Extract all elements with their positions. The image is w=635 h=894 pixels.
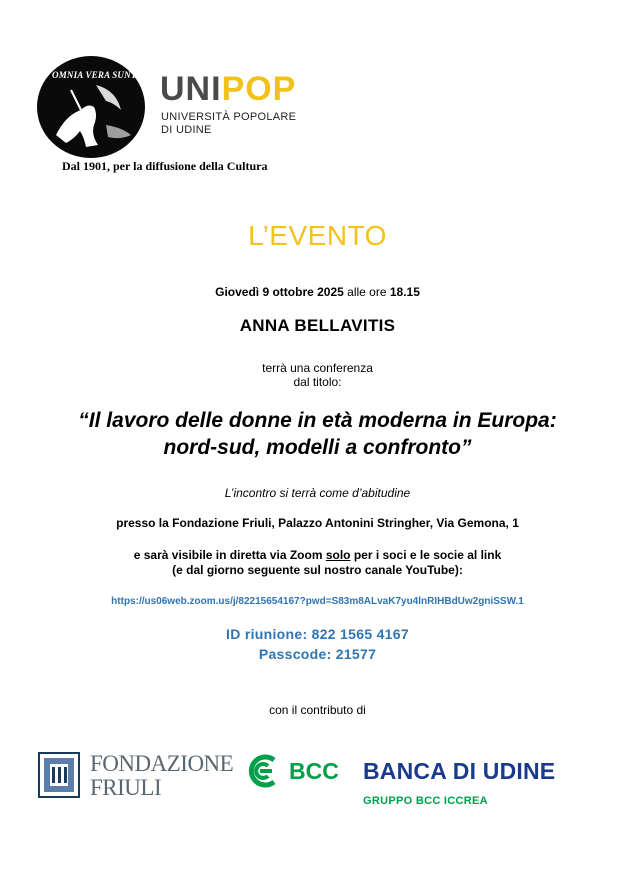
tagline: Dal 1901, per la diffusione della Cultura [62, 159, 268, 173]
event-time: 18.15 [389, 285, 420, 299]
contribution-label: con il contributo di [269, 703, 366, 717]
event-heading: L’EVENTO [248, 220, 387, 251]
zoom-info-line-1 [0, 548, 635, 562]
fondazione-friuli-logo-icon [38, 752, 80, 798]
date-connector: alle ore [343, 285, 390, 299]
date-line [0, 285, 635, 299]
zoom-pre: e sarà visibile in diretta via Zoom [133, 548, 326, 562]
banca-group-label: GRUPPO BCC ICCREA [363, 795, 488, 807]
fondazione-name-2: FRIULI [90, 775, 162, 800]
zoom-post: per i soci e le socie al link [350, 548, 502, 562]
zoom-link[interactable]: https://us06web.zoom.us/j/82215654167?pwd=S83m8ALvaK7yu4lnRIHBdUw2gniSSW.1 [111, 596, 524, 607]
venue-note: L’incontro si terrà come d’abitudine [224, 486, 411, 500]
meeting-id: ID riunione: 822 1565 4167 [226, 626, 409, 642]
brand-pop: POP [221, 70, 297, 108]
fondazione-name-1: FONDAZIONE [90, 751, 234, 776]
banca-di-udine-name: BANCA DI UDINE [363, 758, 556, 784]
brand-name [160, 72, 296, 106]
intro-line-1: terrà una conferenza [262, 361, 373, 375]
bcc-logo-icon [242, 750, 284, 792]
brand-subtitle-1: UNIVERSITÀ POPOLARE [161, 111, 297, 123]
meeting-passcode: Passcode: 21577 [258, 646, 377, 662]
intro-line-2: dal titolo: [293, 375, 342, 389]
brand-uni: UNI [160, 70, 222, 108]
talk-title-line-1: “Il lavoro delle donne in età moderna in Europa: [78, 409, 557, 432]
logo-motto: OMNIA VERA SUNT [52, 70, 137, 80]
brand-subtitle-2: DI UDINE [161, 124, 212, 136]
venue-address: presso la Fondazione Friuli, Palazzo Antonini Stringher, Via Gemona, 1 [116, 516, 519, 530]
bcc-wordmark: BCC [289, 758, 339, 784]
talk-title-line-2: nord-sud, modelli a confronto” [163, 436, 472, 459]
speaker-name: ANNA BELLAVITIS [239, 316, 396, 335]
zoom-info-line-2: (e dal giorno seguente sul nostro canale YouTube): [172, 563, 463, 577]
event-date: Giovedì 9 ottobre 2025 [215, 285, 344, 299]
zoom-solo: solo [325, 548, 351, 562]
